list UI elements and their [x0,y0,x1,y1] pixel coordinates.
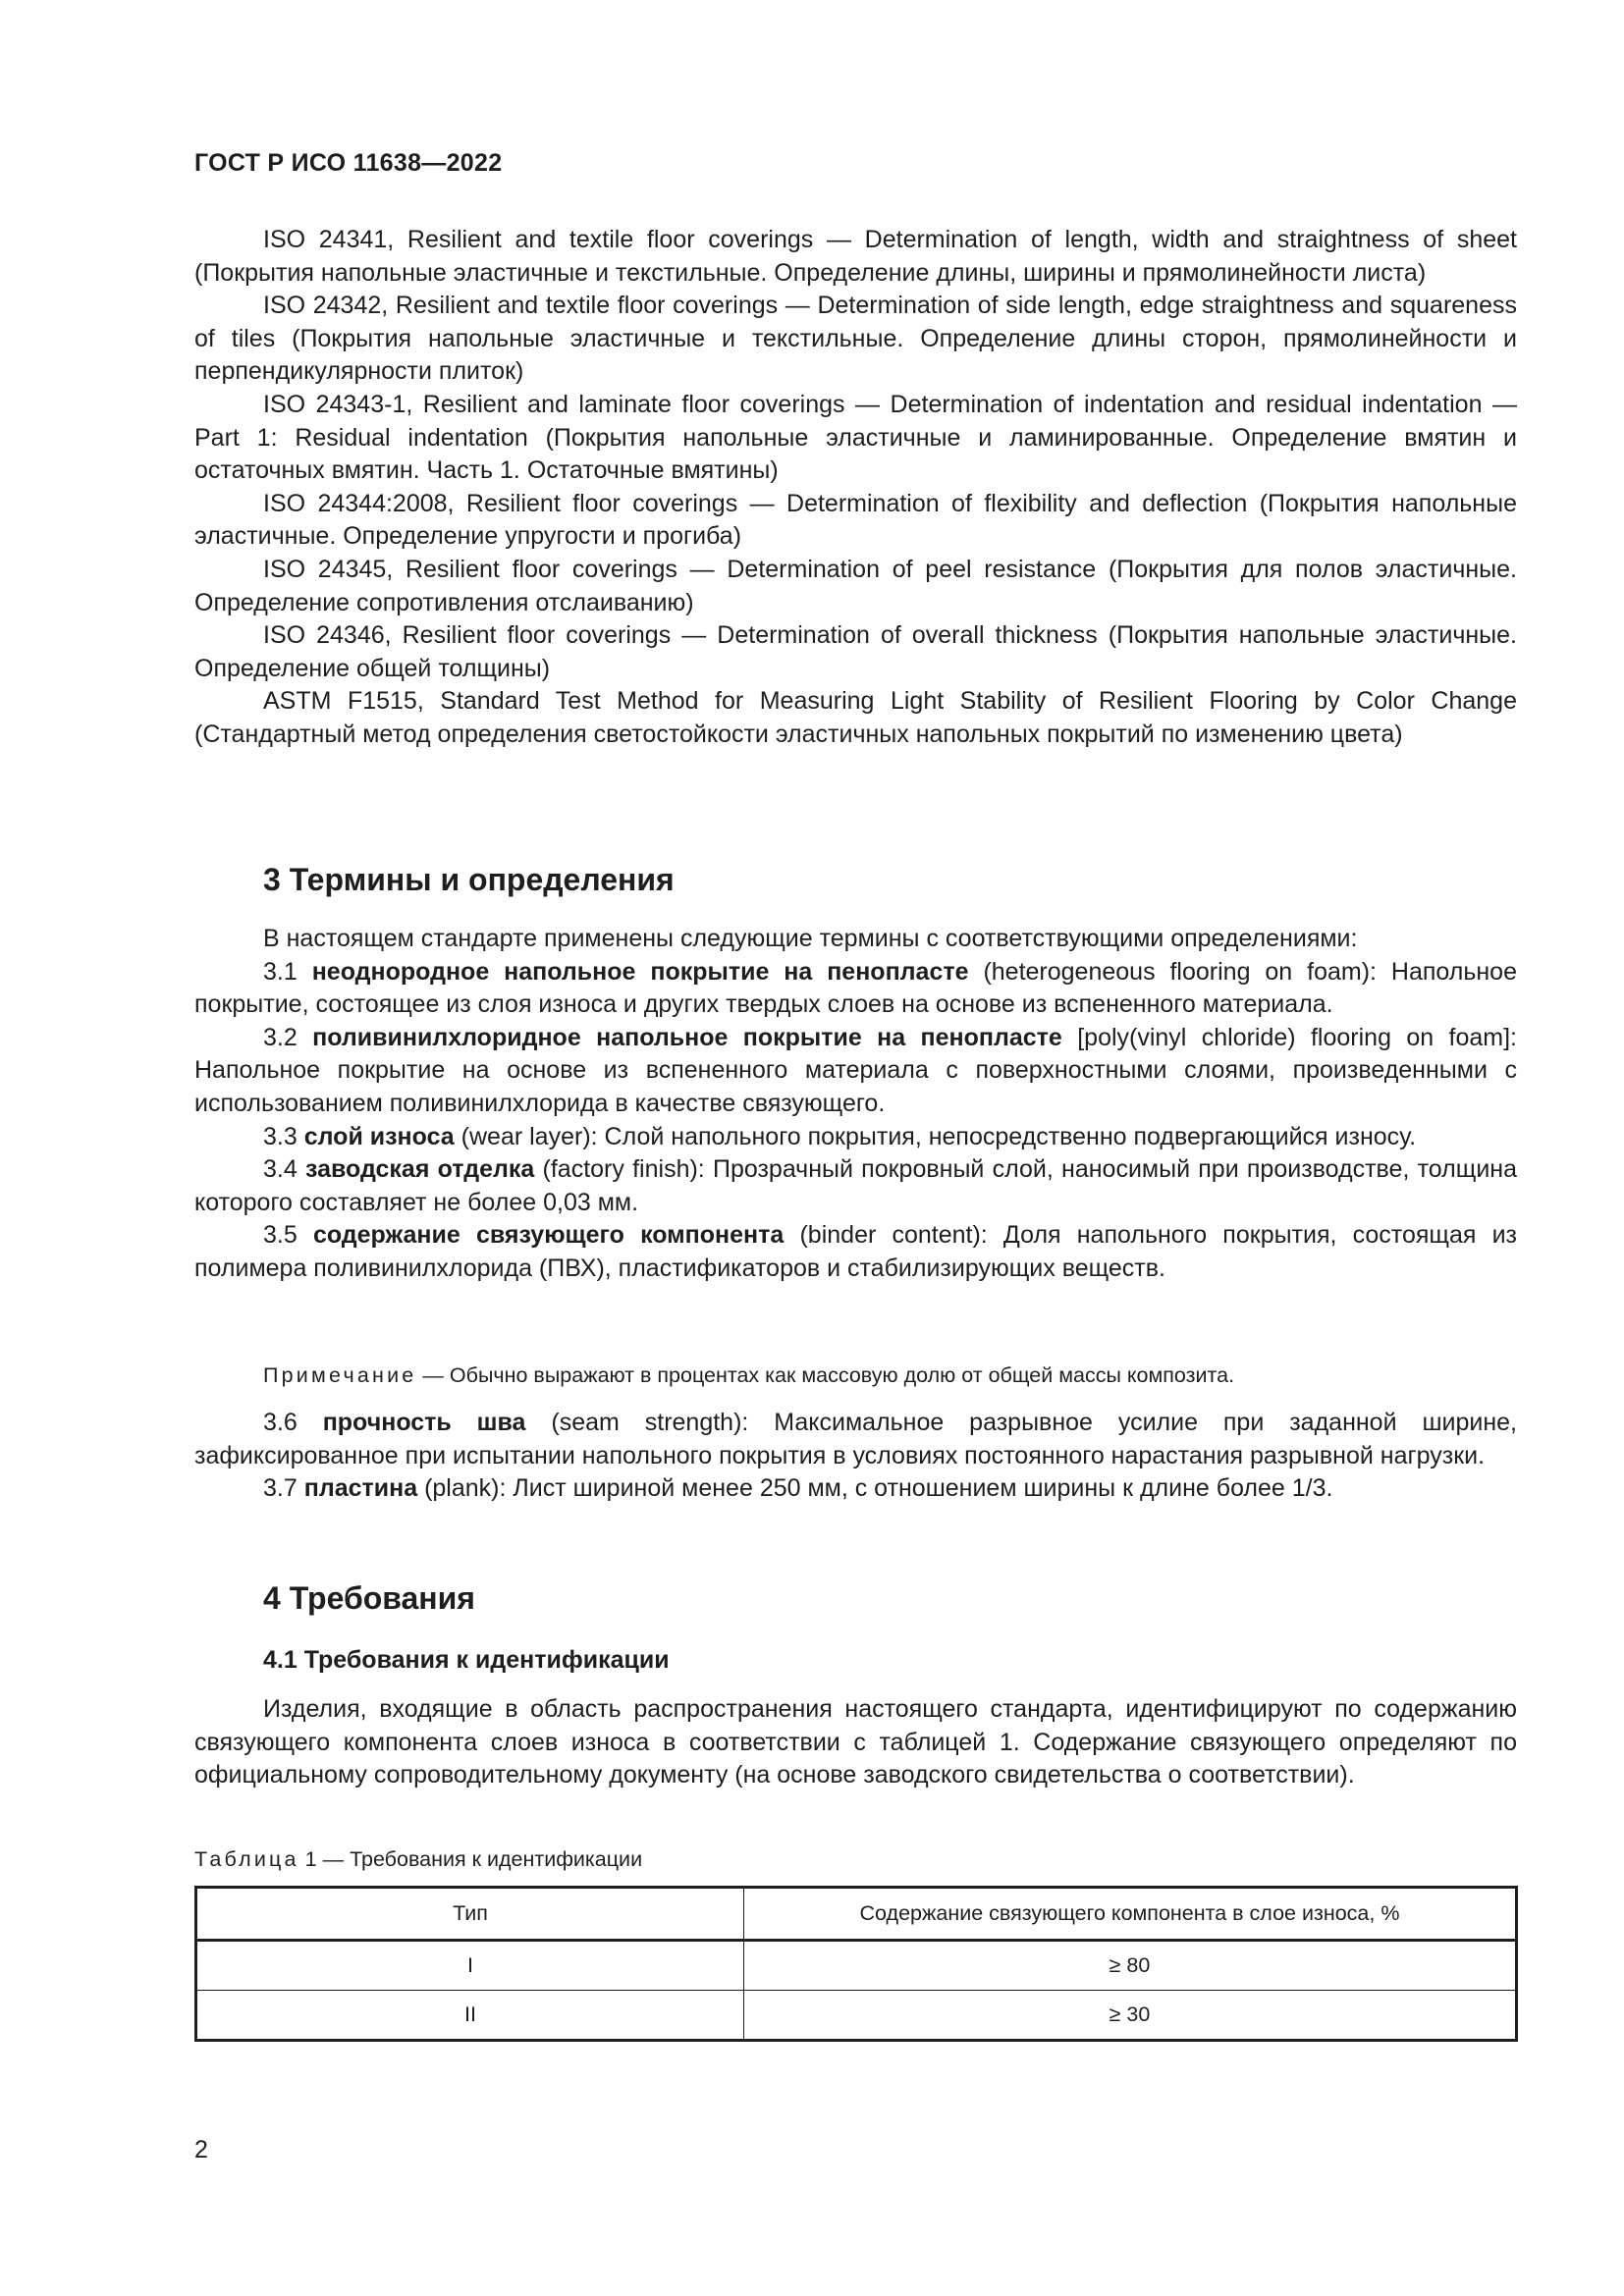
page-number: 2 [194,2136,208,2163]
term-definition [194,1121,1517,1154]
term-definition [194,1407,1517,1472]
term-definition [194,956,1517,1022]
paragraph: Изделия, входящие в область распространения настоящего стандарта, идентифицируют по содержанию связующего компонента слоев износа в соответствии с таблицей 1. Содержание связующего определяют по официальному сопроводительному документу (на основе заводского свидетельства о соответствии). [194,1695,1517,1789]
term-number: 3.6 [263,1409,298,1436]
term-name: содержание связующего компонента [312,1221,785,1250]
table-caption-label: Таблица [194,1847,299,1871]
table-cell: II [196,1991,744,2041]
term-number: 3.4 [263,1155,298,1184]
identification-table [194,1886,1518,2042]
term-definition [194,1472,1517,1506]
term-definition [194,1022,1517,1121]
table-caption-text: 1 — Требования к идентификации [298,1847,643,1871]
term-number: 3.5 [263,1221,298,1250]
subsection-heading: 4.1 Требования к идентификации [263,1646,670,1674]
table-caption [194,1845,1517,1873]
reference-item: ASTM F1515, Standard Test Method for Measuring Light Stability of Resilient Flooring by Color Change (Стандартный метод определения светостойкости эластичных напольных покрытий по изменению цвета) [194,687,1517,748]
section-4-heading-wrap [194,1578,1517,1618]
reference-item: ISO 24342, Resilient and textile floor coverings — Determination of side length, edge straightness and squareness of tiles (Покрытия напольные эластичные и текстильные. Определение длины сторон, прямолинейности и перпендикулярности плиток) [194,292,1517,386]
term-name: поливинилхлоридное напольное покрытие на пенопласте [312,1023,1062,1051]
table-row [196,1991,1517,2041]
term-text: [poly(vinyl chloride) flooring on foam]: Напольное покрытие на основе из вспененного материала с поверхностными слоями, произведенными с использованием поливинилхлорида в качестве связующего. [194,1023,1517,1117]
section-intro: В настоящем стандарте применены следующие термины с соответствующими определениями: [263,925,1358,952]
term-text: (plank): Лист шириной менее 250 мм, с отношением ширины к длине более 1/3. [424,1474,1333,1503]
term-definition [194,1153,1517,1219]
subsection-body [194,1693,1517,1792]
term-number: 3.7 [263,1474,298,1503]
term-text: (seam strength): Максимальное разрывное усилие при заданной ширине, зафиксированное при испытании напольного покрытия в условиях постоянного нарастания разрывной нагрузки. [194,1409,1517,1469]
subsection-heading-wrap [194,1644,1517,1677]
note-block [194,1361,1517,1390]
terms-list-continued [194,1407,1517,1506]
section-3-heading-wrap [194,860,1517,899]
table-cell: I [196,1941,744,1991]
term-name: пластина [303,1474,418,1503]
term-name: прочность шва [322,1409,526,1436]
term-number: 3.3 [263,1122,298,1150]
document-header: ГОСТ Р ИСО 11638—2022 [194,149,503,177]
reference-item: ISO 24344:2008, Resilient floor coverings — Determination of flexibility and deflection (Покрытия напольные эластичные. Определение упругости и прогиба) [194,489,1517,551]
reference-item: ISO 24343-1, Resilient and laminate floor coverings — Determination of indentation and residual indentation — Part 1: Residual indentation (Покрытия напольные эластичные и ламинированные. Определение вмятин и остаточных вмятин. Часть 1. Остаточные вмятины) [194,390,1517,485]
reference-list [194,224,1517,752]
terms-list [194,923,1517,1286]
term-number: 3.2 [263,1023,298,1051]
section-heading: 4 Требования [263,1580,475,1616]
table-cell: ≥ 80 [744,1941,1517,1991]
reference-item: ISO 24341, Resilient and textile floor coverings — Determination of length, width and straightness of sheet (Покрытия напольные эластичные и текстильные. Определение длины, ширины и прямолинейности листа) [194,226,1517,287]
term-text: (binder content): Доля напольного покрытия, состоящая из полимера поливинилхлорида (ПВХ), пластификаторов и стабилизирующих веществ. [194,1221,1518,1282]
section-heading: 3 Термины и определения [263,862,675,897]
term-text: (wear layer): Слой напольного покрытия, непосредственно подвергающийся износу. [460,1122,1417,1150]
note-label: Примечание [263,1363,417,1387]
note-text: — Обычно выражают в процентах как массовую долю от общей массы композита. [416,1363,1235,1387]
table-header-cell: Тип [196,1888,744,1941]
table-row [196,1941,1517,1991]
term-name: слой износа [303,1122,455,1150]
term-name: заводская отделка [305,1155,535,1184]
term-definition [194,1219,1517,1285]
term-name: неоднородное напольное покрытие на пенопласте [311,957,969,986]
term-number: 3.1 [263,957,298,986]
reference-item: ISO 24346, Resilient floor coverings — Determination of overall thickness (Покрытия напольные эластичные. Определение общей толщины) [194,621,1517,682]
table-cell: ≥ 30 [744,1991,1517,2041]
table-header-row [196,1888,1517,1941]
term-text: (heterogeneous flooring on foam): Напольное покрытие, состоящее из слоя износа и других твердых слоев на основе из вспененного материала. [194,957,1517,1019]
reference-item: ISO 24345, Resilient floor coverings — Determination of peel resistance (Покрытия для полов эластичные. Определение сопротивления отслаиванию) [194,555,1517,616]
term-text: (factory finish): Прозрачный покровный слой, наносимый при производстве, толщина которого составляет не более 0,03 мм. [194,1155,1517,1216]
note [194,1361,1517,1390]
table-header-cell: Содержание связующего компонента в слое износа, % [744,1888,1517,1941]
